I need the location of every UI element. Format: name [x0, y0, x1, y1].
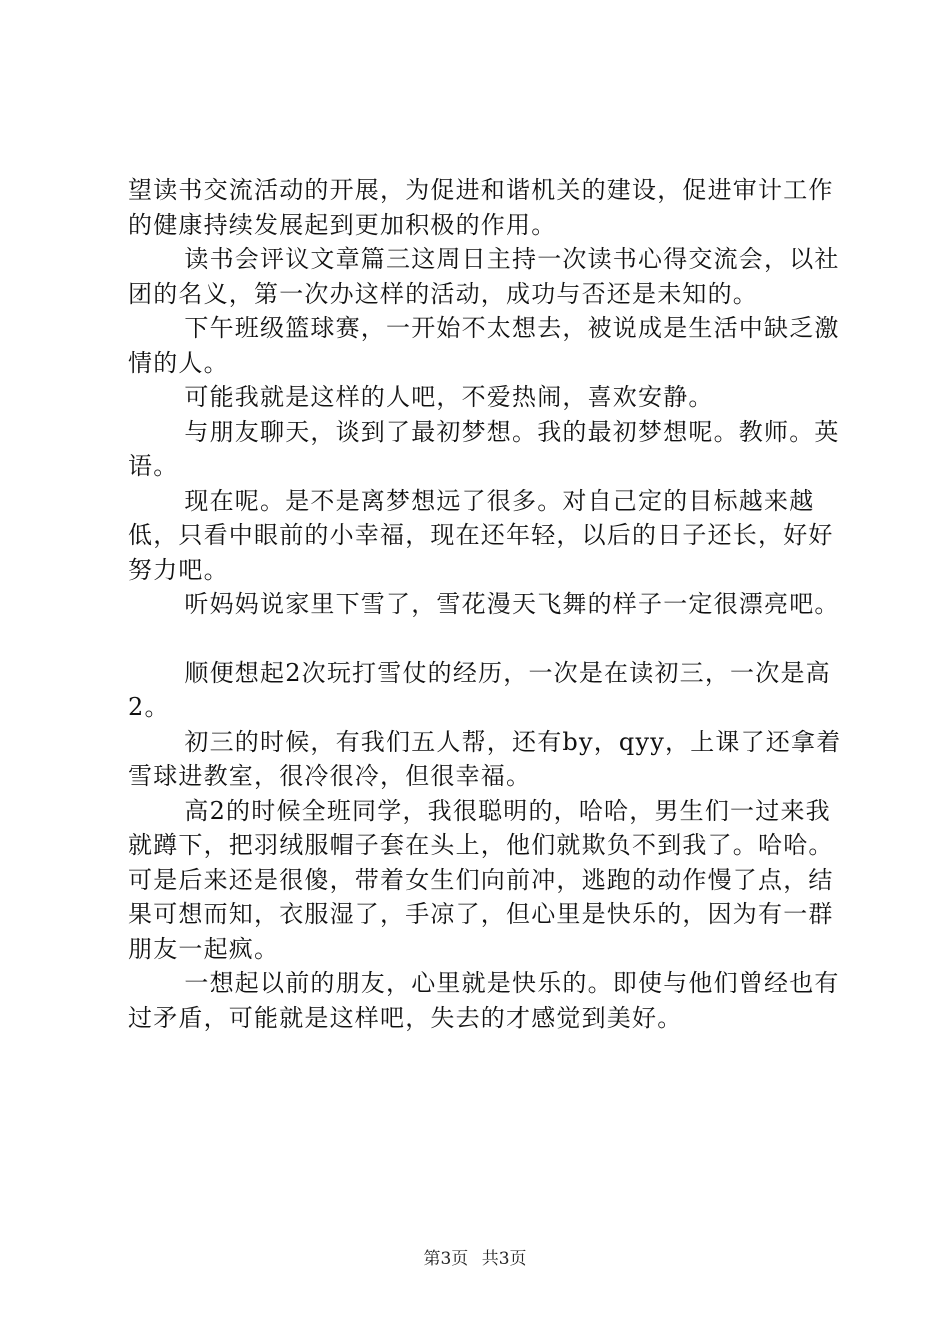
paragraph-9: 初三的时候，有我们五人帮，还有by，qyy，上课了还拿着雪球进教室，很冷很冷，但很幸福。: [128, 727, 842, 790]
paragraph-3: 下午班级篮球赛，一开始不太想去，被说成是生活中缺乏激情的人。: [128, 314, 840, 377]
paragraph-4: 可能我就是这样的人吧，不爱热闹，喜欢安静。: [184, 383, 714, 411]
paragraph-1: 望读书交流活动的开展，为促进和谐机关的建设，促进审计工作的健康持续发展起到更加积极的作用。: [128, 176, 834, 239]
page-total: 共3页: [481, 1249, 527, 1269]
paragraph-5: 与朋友聊天，谈到了最初梦想。我的最初梦想呢。教师。英语。: [128, 417, 840, 480]
paragraph-7: 听妈妈说家里下雪了，雪花漫天飞舞的样子一定很漂亮吧。: [184, 590, 840, 618]
paragraph-10: 高2的时候全班同学，我很聪明的，哈哈，男生们一过来我就蹲下，把羽绒服帽子套在头上，他们就欺负不到我了。哈哈。可是后来还是很傻，带着女生们向前冲，逃跑的动作慢了点，结果可想而知，衣服湿了，手凉了，但心里是快乐的，因为有一群朋友一起疯。: [128, 796, 834, 963]
paragraph-2: 读书会评议文章篇三这周日主持一次读书心得交流会，以社团的名义，第一次办这样的活动，成功与否还是未知的。: [128, 245, 840, 308]
page-footer: [0, 1244, 950, 1269]
paragraph-6: 现在呢。是不是离梦想远了很多。对自己定的目标越来越低，只看中眼前的小幸福，现在还年轻，以后的日子还长，好好努力吧。: [128, 486, 834, 584]
paragraph-11: 一想起以前的朋友，心里就是快乐的。即使与他们曾经也有过矛盾，可能就是这样吧，失去的才感觉到美好。: [128, 969, 840, 1032]
body-text: [128, 173, 850, 1035]
page-number: 第3页: [423, 1249, 469, 1269]
paragraph-8: 顺便想起2次玩打雪仗的经历，一次是在读初三，一次是高2。: [128, 658, 831, 721]
